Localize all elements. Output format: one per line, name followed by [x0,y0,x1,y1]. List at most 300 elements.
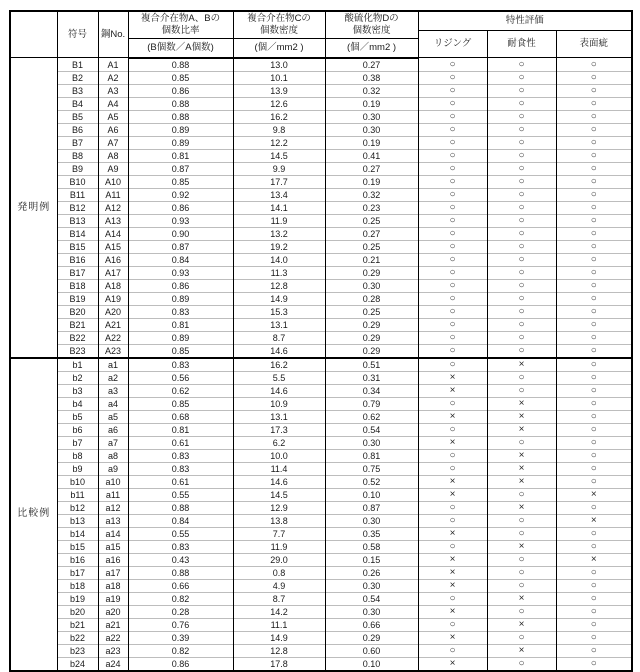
table-row [10,566,632,579]
cell-code: b10 [57,475,98,488]
cell-surface-flaw-mark: ○ [556,149,632,162]
cell-density-c: 13.4 [233,188,325,201]
cell-corrosion-mark: × [487,475,556,488]
cell-steel-no: a9 [98,462,128,475]
cell-density-c: 17.7 [233,175,325,188]
cell-steel-no: A23 [98,344,128,358]
cell-density-d: 0.19 [325,136,418,149]
cell-surface-flaw-mark: ○ [556,253,632,266]
cell-ridging-mark: ○ [418,58,487,72]
cell-density-d: 0.58 [325,540,418,553]
cell-density-d: 0.51 [325,358,418,372]
cell-corrosion-mark: × [487,358,556,372]
header-evaluation: 特性評価 [418,11,632,31]
cell-code: b1 [57,358,98,372]
cell-surface-flaw-mark: ○ [556,657,632,671]
cell-surface-flaw-mark: ○ [556,618,632,631]
cell-code: B13 [57,214,98,227]
cell-density-d: 0.19 [325,97,418,110]
cell-surface-flaw-mark: ○ [556,188,632,201]
table-row [10,58,632,72]
cell-corrosion-mark: ○ [487,553,556,566]
cell-steel-no: a2 [98,371,128,384]
cell-density-d: 0.25 [325,305,418,318]
cell-ratio: 0.88 [128,97,233,110]
cell-density-c: 19.2 [233,240,325,253]
cell-surface-flaw-mark: ○ [556,279,632,292]
cell-surface-flaw-mark: ○ [556,423,632,436]
cell-corrosion-mark: ○ [487,605,556,618]
cell-steel-no: A5 [98,110,128,123]
cell-surface-flaw-mark: ○ [556,579,632,592]
cell-density-c: 15.3 [233,305,325,318]
cell-density-c: 14.0 [233,253,325,266]
cell-code: B5 [57,110,98,123]
cell-code: b3 [57,384,98,397]
cell-density-c: 14.5 [233,488,325,501]
cell-steel-no: a11 [98,488,128,501]
cell-ridging-mark: ○ [418,618,487,631]
cell-density-d: 0.27 [325,227,418,240]
table-row [10,318,632,331]
cell-steel-no: A19 [98,292,128,305]
cell-steel-no: A7 [98,136,128,149]
cell-ridging-mark: ○ [418,240,487,253]
cell-ridging-mark: ○ [418,423,487,436]
cell-steel-no: a10 [98,475,128,488]
cell-ridging-mark: ○ [418,123,487,136]
cell-ratio: 0.66 [128,579,233,592]
cell-code: B12 [57,201,98,214]
cell-surface-flaw-mark: ○ [556,97,632,110]
cell-density-c: 12.2 [233,136,325,149]
cell-density-d: 0.10 [325,657,418,671]
cell-corrosion-mark: × [487,410,556,423]
cell-ratio: 0.82 [128,592,233,605]
cell-steel-no: a12 [98,501,128,514]
cell-ridging-mark: ○ [418,214,487,227]
header-ratio-unit: (B個数／A個数) [128,38,233,58]
cell-surface-flaw-mark: ○ [556,214,632,227]
cell-steel-no: a20 [98,605,128,618]
cell-surface-flaw-mark: ○ [556,449,632,462]
cell-density-d: 0.25 [325,240,418,253]
cell-density-c: 14.6 [233,344,325,358]
cell-steel-no: a22 [98,631,128,644]
cell-corrosion-mark: ○ [487,110,556,123]
cell-ratio: 0.61 [128,436,233,449]
cell-steel-no: a18 [98,579,128,592]
cell-code: B17 [57,266,98,279]
cell-corrosion-mark: ○ [487,566,556,579]
cell-ridging-mark: × [418,384,487,397]
cell-steel-no: A13 [98,214,128,227]
cell-density-d: 0.29 [325,344,418,358]
table-row [10,475,632,488]
cell-ratio: 0.89 [128,123,233,136]
cell-ridging-mark: ○ [418,318,487,331]
cell-density-c: 10.1 [233,71,325,84]
table-row [10,97,632,110]
cell-steel-no: a4 [98,397,128,410]
cell-density-c: 17.3 [233,423,325,436]
cell-code: b14 [57,527,98,540]
cell-ridging-mark: ○ [418,331,487,344]
cell-density-d: 0.30 [325,436,418,449]
table-body [10,58,632,671]
cell-density-d: 0.54 [325,592,418,605]
cell-code: B4 [57,97,98,110]
cell-steel-no: a7 [98,436,128,449]
cell-code: b21 [57,618,98,631]
cell-steel-no: a6 [98,423,128,436]
cell-surface-flaw-mark: ○ [556,305,632,318]
cell-ratio: 0.82 [128,644,233,657]
cell-ratio: 0.68 [128,410,233,423]
cell-ridging-mark: ○ [418,97,487,110]
cell-corrosion-mark: ○ [487,488,556,501]
cell-corrosion-mark: ○ [487,149,556,162]
cell-density-c: 14.6 [233,384,325,397]
cell-density-d: 0.52 [325,475,418,488]
cell-steel-no: A1 [98,58,128,72]
cell-density-c: 9.9 [233,162,325,175]
cell-density-d: 0.27 [325,162,418,175]
cell-ridging-mark: ○ [418,84,487,97]
cell-steel-no: a24 [98,657,128,671]
cell-surface-flaw-mark: ○ [556,331,632,344]
table-row [10,266,632,279]
cell-ratio: 0.86 [128,657,233,671]
cell-ridging-mark: ○ [418,592,487,605]
cell-density-c: 16.2 [233,110,325,123]
cell-density-c: 16.2 [233,358,325,372]
cell-ratio: 0.89 [128,331,233,344]
cell-code: b15 [57,540,98,553]
cell-corrosion-mark: ○ [487,175,556,188]
cell-ratio: 0.86 [128,84,233,97]
cell-ratio: 0.28 [128,605,233,618]
cell-ridging-mark: ○ [418,397,487,410]
cell-code: B21 [57,318,98,331]
cell-surface-flaw-mark: ○ [556,592,632,605]
cell-surface-flaw-mark: ○ [556,384,632,397]
cell-ratio: 0.84 [128,253,233,266]
cell-corrosion-mark: × [487,423,556,436]
cell-ridging-mark: ○ [418,136,487,149]
table-row [10,110,632,123]
cell-density-d: 0.25 [325,214,418,227]
cell-density-c: 4.9 [233,579,325,592]
cell-ratio: 0.88 [128,110,233,123]
table-row [10,227,632,240]
cell-corrosion-mark: ○ [487,214,556,227]
table-row [10,149,632,162]
header-ridging: リジング [418,31,487,58]
cell-code: b19 [57,592,98,605]
cell-code: B9 [57,162,98,175]
cell-corrosion-mark: ○ [487,631,556,644]
cell-corrosion-mark: ○ [487,84,556,97]
cell-ridging-mark: × [418,436,487,449]
cell-density-d: 0.30 [325,123,418,136]
cell-density-d: 0.62 [325,410,418,423]
cell-surface-flaw-mark: ○ [556,344,632,358]
cell-density-d: 0.19 [325,175,418,188]
cell-density-d: 0.15 [325,553,418,566]
cell-code: b16 [57,553,98,566]
cell-density-c: 8.7 [233,592,325,605]
cell-ridging-mark: ○ [418,188,487,201]
cell-code: b18 [57,579,98,592]
table-row [10,358,632,372]
cell-ratio: 0.92 [128,188,233,201]
table-row [10,279,632,292]
cell-code: B8 [57,149,98,162]
cell-ridging-mark: × [418,657,487,671]
cell-ratio: 0.61 [128,475,233,488]
cell-steel-no: A4 [98,97,128,110]
cell-steel-no: A17 [98,266,128,279]
cell-ratio: 0.81 [128,318,233,331]
cell-ratio: 0.83 [128,358,233,372]
cell-surface-flaw-mark: × [556,514,632,527]
cell-surface-flaw-mark: × [556,553,632,566]
cell-code: B22 [57,331,98,344]
cell-density-d: 0.30 [325,514,418,527]
cell-density-c: 14.9 [233,631,325,644]
cell-ridging-mark: ○ [418,71,487,84]
header-surface-flaw: 表面疵 [556,31,632,58]
cell-corrosion-mark: × [487,644,556,657]
cell-ridging-mark: × [418,605,487,618]
row-group-label: 発明例 [10,58,57,358]
table-row [10,527,632,540]
cell-ratio: 0.89 [128,292,233,305]
cell-ratio: 0.89 [128,136,233,149]
table-row [10,371,632,384]
cell-ratio: 0.87 [128,162,233,175]
cell-density-c: 14.2 [233,605,325,618]
cell-ridging-mark: ○ [418,227,487,240]
table-row [10,644,632,657]
cell-density-c: 13.2 [233,227,325,240]
cell-ridging-mark: ○ [418,540,487,553]
cell-code: B2 [57,71,98,84]
cell-surface-flaw-mark: ○ [556,110,632,123]
cell-steel-no: A21 [98,318,128,331]
table-row [10,605,632,618]
cell-density-c: 10.9 [233,397,325,410]
cell-ridging-mark: ○ [418,501,487,514]
cell-corrosion-mark: ○ [487,188,556,201]
cell-density-c: 9.8 [233,123,325,136]
cell-steel-no: a19 [98,592,128,605]
header-steel-no: 鋼No. [98,11,128,58]
cell-corrosion-mark: ○ [487,162,556,175]
cell-corrosion-mark: ○ [487,58,556,72]
cell-corrosion-mark: × [487,540,556,553]
cell-code: b7 [57,436,98,449]
table-row [10,423,632,436]
cell-code: b5 [57,410,98,423]
table-row [10,175,632,188]
cell-ridging-mark: ○ [418,344,487,358]
cell-corrosion-mark: ○ [487,657,556,671]
cell-ratio: 0.88 [128,501,233,514]
cell-ratio: 0.86 [128,279,233,292]
cell-density-d: 0.10 [325,488,418,501]
cell-ratio: 0.76 [128,618,233,631]
cell-steel-no: A11 [98,188,128,201]
cell-surface-flaw-mark: ○ [556,527,632,540]
cell-surface-flaw-mark: ○ [556,462,632,475]
cell-ratio: 0.86 [128,201,233,214]
cell-density-d: 0.29 [325,318,418,331]
cell-density-d: 0.60 [325,644,418,657]
cell-corrosion-mark: ○ [487,318,556,331]
table-row [10,592,632,605]
cell-density-c: 7.7 [233,527,325,540]
cell-steel-no: a13 [98,514,128,527]
cell-corrosion-mark: ○ [487,331,556,344]
table-row [10,540,632,553]
table-row [10,71,632,84]
cell-corrosion-mark: ○ [487,305,556,318]
cell-corrosion-mark: ○ [487,227,556,240]
cell-ridging-mark: ○ [418,175,487,188]
cell-density-c: 0.8 [233,566,325,579]
cell-ratio: 0.88 [128,58,233,72]
table-row [10,240,632,253]
table-row [10,253,632,266]
cell-surface-flaw-mark: ○ [556,644,632,657]
table-row [10,136,632,149]
cell-steel-no: A16 [98,253,128,266]
cell-ridging-mark: ○ [418,305,487,318]
cell-density-d: 0.35 [325,527,418,540]
cell-code: b11 [57,488,98,501]
cell-steel-no: A2 [98,71,128,84]
cell-density-d: 0.87 [325,501,418,514]
cell-ridging-mark: ○ [418,644,487,657]
cell-ridging-mark: ○ [418,449,487,462]
cell-steel-no: a21 [98,618,128,631]
cell-surface-flaw-mark: ○ [556,201,632,214]
cell-ratio: 0.85 [128,397,233,410]
cell-ratio: 0.83 [128,305,233,318]
cell-ratio: 0.83 [128,462,233,475]
cell-ridging-mark: ○ [418,266,487,279]
cell-code: b8 [57,449,98,462]
cell-surface-flaw-mark: ○ [556,84,632,97]
cell-density-d: 0.30 [325,579,418,592]
cell-ratio: 0.85 [128,344,233,358]
cell-surface-flaw-mark: ○ [556,175,632,188]
cell-surface-flaw-mark: ○ [556,227,632,240]
cell-surface-flaw-mark: ○ [556,58,632,72]
table-row [10,123,632,136]
cell-steel-no: a17 [98,566,128,579]
cell-ratio: 0.93 [128,266,233,279]
cell-corrosion-mark: ○ [487,240,556,253]
cell-density-d: 0.81 [325,449,418,462]
cell-corrosion-mark: ○ [487,514,556,527]
cell-steel-no: A15 [98,240,128,253]
cell-steel-no: a16 [98,553,128,566]
cell-density-d: 0.30 [325,110,418,123]
header-group-spacer [10,11,57,58]
cell-density-d: 0.32 [325,84,418,97]
cell-ridging-mark: ○ [418,514,487,527]
cell-steel-no: A10 [98,175,128,188]
table-row [10,162,632,175]
cell-density-c: 11.1 [233,618,325,631]
cell-ratio: 0.87 [128,240,233,253]
cell-corrosion-mark: ○ [487,279,556,292]
table-row [10,618,632,631]
table-row [10,214,632,227]
cell-code: b24 [57,657,98,671]
cell-ratio: 0.81 [128,423,233,436]
cell-corrosion-mark: ○ [487,97,556,110]
cell-corrosion-mark: ○ [487,384,556,397]
cell-ridging-mark: ○ [418,253,487,266]
cell-ratio: 0.55 [128,527,233,540]
cell-density-d: 0.30 [325,279,418,292]
cell-steel-no: a1 [98,358,128,372]
cell-ratio: 0.84 [128,514,233,527]
cell-code: B16 [57,253,98,266]
table-row [10,436,632,449]
table-row [10,201,632,214]
cell-code: B14 [57,227,98,240]
cell-ridging-mark: × [418,631,487,644]
cell-ridging-mark: × [418,475,487,488]
cell-density-d: 0.38 [325,71,418,84]
cell-density-c: 13.1 [233,318,325,331]
cell-code: b4 [57,397,98,410]
cell-corrosion-mark: × [487,449,556,462]
table-row [10,305,632,318]
table-row [10,449,632,462]
cell-corrosion-mark: ○ [487,371,556,384]
table-row [10,488,632,501]
cell-density-c: 12.8 [233,644,325,657]
header-corrosion: 耐食性 [487,31,556,58]
cell-corrosion-mark: ○ [487,436,556,449]
cell-density-c: 17.8 [233,657,325,671]
cell-code: B10 [57,175,98,188]
cell-corrosion-mark: × [487,462,556,475]
cell-density-d: 0.29 [325,631,418,644]
cell-ratio: 0.85 [128,175,233,188]
cell-ridging-mark: × [418,527,487,540]
header-density-c-title: 複合介在物Cの 個数密度 [233,11,325,38]
cell-density-d: 0.41 [325,149,418,162]
cell-steel-no: a14 [98,527,128,540]
cell-corrosion-mark: ○ [487,136,556,149]
cell-ridging-mark: ○ [418,292,487,305]
cell-surface-flaw-mark: ○ [556,410,632,423]
cell-density-d: 0.23 [325,201,418,214]
cell-code: B1 [57,58,98,72]
table-row [10,384,632,397]
cell-code: B18 [57,279,98,292]
cell-ratio: 0.55 [128,488,233,501]
cell-ridging-mark: × [418,410,487,423]
cell-code: B7 [57,136,98,149]
